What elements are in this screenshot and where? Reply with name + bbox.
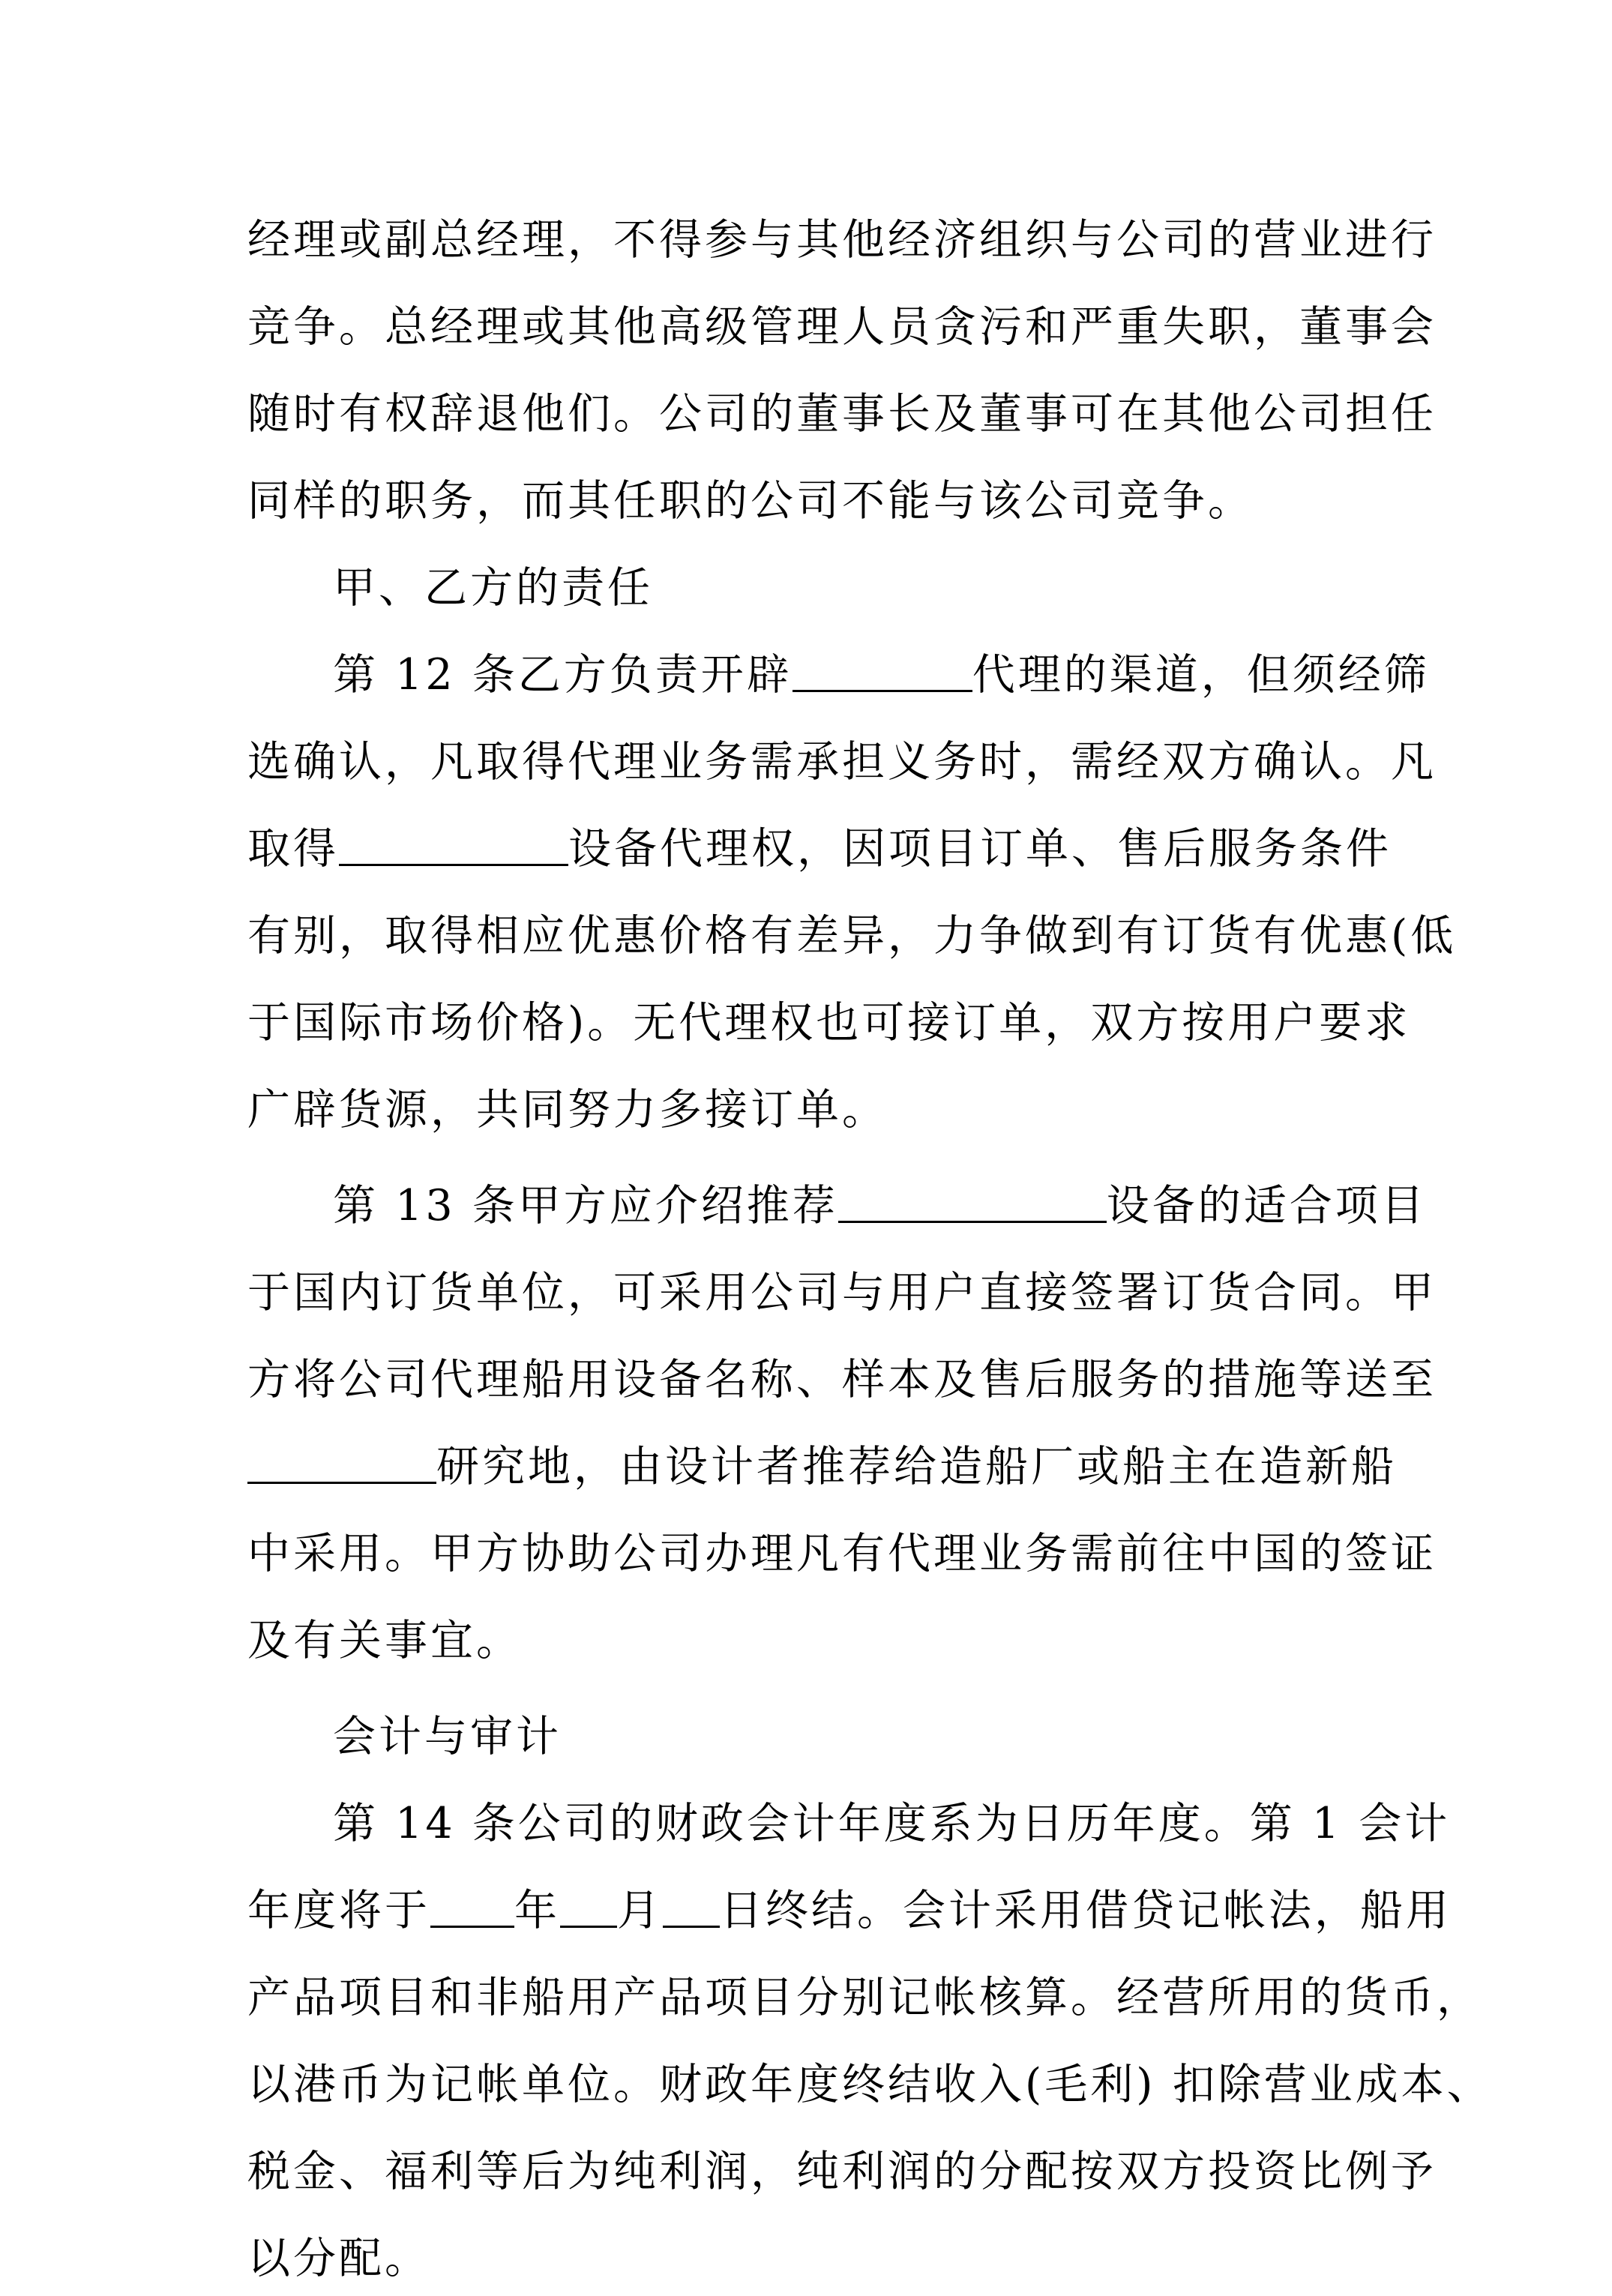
paragraph-line: 于国内订货单位，可采用公司与用户直接签署订货合同。甲 xyxy=(247,1268,1437,1317)
paragraph-line: 随时有权辞退他们。公司的董事长及董事可在其他公司担任 xyxy=(247,389,1437,439)
fill-in-blank xyxy=(339,817,568,866)
article-12-text: 取得 xyxy=(247,824,339,874)
article-13-line-1 xyxy=(333,1168,1427,1243)
paragraph-line: 方将公司代理船用设备名称、样本及售后服务的措施等送至 xyxy=(247,1355,1437,1404)
article-13-line-4 xyxy=(247,1429,1397,1504)
paragraph-line: 选确认，凡取得代理业务需承担义务时，需经双方确认。凡 xyxy=(247,737,1437,787)
article-14-line-2 xyxy=(247,1873,1452,1948)
fill-in-blank xyxy=(838,1174,1107,1223)
paragraph-line: 竞争。总经理或其他高级管理人员贪污和严重失职，董事会 xyxy=(247,302,1437,352)
paragraph-line: 以分配。 xyxy=(247,2234,430,2283)
day-blank xyxy=(663,1879,720,1928)
paragraph-line: 于国际市场价格)。无代理权也可接订单，双方按用户要求 xyxy=(247,998,1411,1048)
fill-in-blank xyxy=(247,1435,436,1484)
paragraph-line: 产品项目和非船用产品项目分别记帐核算。经营所用的货币， xyxy=(247,1973,1482,2022)
article-12-text: 代理的渠道，但须经筛 xyxy=(972,650,1430,700)
article-12-text: 第 12 条乙方负责开辟 xyxy=(333,650,793,700)
article-13-text: 设备的适合项目 xyxy=(1106,1181,1427,1230)
paragraph-line: 同样的职务，而其任职的公司不能与该公司竞争。 xyxy=(247,476,1254,526)
section-heading: 会计与审计 xyxy=(333,1712,562,1761)
article-13-text: 研究地，由设计者推荐给造船厂或船主在造新船 xyxy=(436,1442,1397,1491)
paragraph-line: 以港币为记帐单位。财政年度终结收入(毛利) 扣除营业成本、 xyxy=(247,2060,1493,2109)
paragraph-line: 有别，取得相应优惠价格有差异，力争做到有订货有优惠(低 xyxy=(247,911,1457,961)
article-14-text: 年度将于 xyxy=(247,1886,430,1935)
year-blank xyxy=(430,1879,514,1928)
paragraph-line: 经理或副总经理，不得参与其他经济组织与公司的营业进行 xyxy=(247,215,1437,265)
paragraph-line: 及有关事宜。 xyxy=(247,1616,522,1665)
article-14-text: 日终结。会计采用借贷记帐法，船用 xyxy=(720,1886,1452,1935)
article-13-text: 第 13 条甲方应介绍推荐 xyxy=(333,1181,838,1230)
article-14-text: 年 xyxy=(514,1886,560,1935)
article-14-text: 月 xyxy=(617,1886,663,1935)
article-12-text: 设备代理权，因项目订单、售后服务条件 xyxy=(568,824,1392,874)
month-blank xyxy=(560,1879,617,1928)
paragraph-line: 第 14 条公司的财政会计年度系为日历年度。第 1 会计 xyxy=(333,1799,1451,1848)
paragraph-line: 广辟货源，共同努力多接订单。 xyxy=(247,1085,888,1135)
paragraph-line: 税金、福利等后为纯利润，纯利润的分配按双方投资比例予 xyxy=(247,2147,1437,2196)
paragraph-line: 中采用。甲方协助公司办理凡有代理业务需前往中国的签证 xyxy=(247,1529,1437,1578)
article-12-line-3 xyxy=(247,811,1392,886)
article-12-line-1 xyxy=(333,637,1430,712)
fill-in-blank xyxy=(793,643,972,692)
section-heading: 甲、乙方的责任 xyxy=(333,563,653,613)
